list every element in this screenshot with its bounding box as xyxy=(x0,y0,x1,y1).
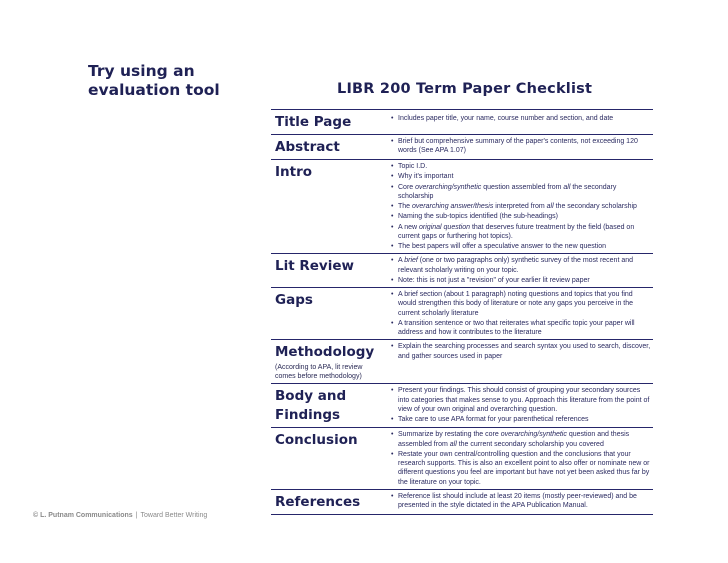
requirements-cell xyxy=(387,489,653,514)
requirement-item xyxy=(391,212,651,221)
requirement-item xyxy=(391,290,651,318)
footer-org: © L. Putnam Communications xyxy=(33,512,133,519)
bullet-icon: • xyxy=(391,203,394,210)
section-name: Methodology xyxy=(275,344,375,361)
section-cell xyxy=(271,288,387,340)
requirement-text: Topic I.D. xyxy=(398,163,428,170)
requirement-text: Naming the sub-topics identified (the sub-headings) xyxy=(398,213,558,221)
section-name: Body and Findings xyxy=(275,388,347,424)
requirement-item xyxy=(391,415,651,424)
requirement-emphasis: brief xyxy=(404,257,418,265)
slide-heading xyxy=(88,62,220,100)
requirement-item xyxy=(391,162,651,171)
requirements-cell xyxy=(387,384,653,428)
requirement-text: A transition sentence or two that reiterates what specific topic your paper will address and how it contributes to the literature xyxy=(398,319,635,336)
requirement-text: Core xyxy=(398,183,416,191)
requirement-item xyxy=(391,137,651,156)
bullet-icon: • xyxy=(391,163,394,170)
section-name: Lit Review xyxy=(275,258,354,275)
requirements-list xyxy=(391,290,651,337)
requirement-text: Present your findings. This should consist of grouping your secondary sources into categories that makes sense to you. Approach this literature from the point of view of your own original and overarching question. xyxy=(398,387,650,413)
bullet-icon: • xyxy=(391,387,394,395)
bullet-icon: • xyxy=(391,115,394,122)
requirement-item xyxy=(391,183,651,202)
requirement-text: that deserves future treatment by the field (based on current gaps or furthering hot topics). xyxy=(398,223,635,240)
footer-separator: | xyxy=(135,512,138,519)
checklist-row xyxy=(271,288,653,340)
section-name: References xyxy=(275,493,361,510)
requirement-text: Take care to use APA format for your parenthetical references xyxy=(398,416,589,423)
requirements-cell xyxy=(387,254,653,288)
requirement-text: Why it's important xyxy=(398,173,454,181)
bullet-icon: • xyxy=(391,291,394,298)
section-name: Title Page xyxy=(275,114,352,130)
requirements-cell xyxy=(387,160,653,254)
bullet-icon: • xyxy=(391,257,394,265)
requirement-text: interpreted from xyxy=(493,203,547,210)
requirements-list xyxy=(391,114,651,123)
bullet-icon: • xyxy=(391,223,394,231)
requirement-text: question and thesis assembled from xyxy=(398,431,630,448)
bullet-icon: • xyxy=(391,243,394,250)
requirement-text: Includes paper title, your name, course number and section, and date xyxy=(398,115,614,122)
bullet-icon: • xyxy=(391,173,394,181)
requirement-text: A brief section (about 1 paragraph) noting questions and topics that you find would strengthen this body of literature or note any gaps you perceive in the current scholarly literature xyxy=(398,291,634,317)
footer-tagline: Toward Better Writing xyxy=(140,512,208,519)
requirement-emphasis: all xyxy=(546,203,554,210)
requirements-list xyxy=(391,162,651,251)
checklist-row xyxy=(271,384,653,428)
checklist-row xyxy=(271,340,653,384)
section-name: Conclusion xyxy=(275,432,358,449)
requirement-text: Note: this is not just a "revision" of your earlier lit review paper xyxy=(398,276,590,284)
section-name: Abstract xyxy=(275,139,340,155)
requirement-item xyxy=(391,319,651,338)
requirement-text: the secondary scholarship xyxy=(398,183,617,200)
requirement-item xyxy=(391,202,651,211)
section-name: Gaps xyxy=(275,292,313,308)
requirement-item xyxy=(391,242,651,251)
requirement-emphasis: all xyxy=(563,183,571,191)
requirements-cell xyxy=(387,135,653,160)
slide-heading-line-1: Try using an xyxy=(88,62,195,80)
requirement-text: question assembled from xyxy=(481,183,564,191)
requirement-text: the secondary scholarship xyxy=(553,203,637,210)
bullet-icon: • xyxy=(391,492,394,500)
footer-credit xyxy=(33,512,207,519)
slide-heading-line-2: evaluation tool xyxy=(88,81,220,99)
requirement-text: Brief but comprehensive summary of the paper's contents, not exceeding 120 words (See APA 1.07) xyxy=(398,138,638,155)
requirement-text: A new xyxy=(398,223,420,231)
requirement-item xyxy=(391,172,651,181)
requirement-emphasis: overarching answer/thesis xyxy=(412,203,494,210)
requirement-text: Summarize by restating the core xyxy=(398,431,501,439)
bullet-icon: • xyxy=(391,183,394,191)
checklist-row xyxy=(271,160,653,254)
checklist-row xyxy=(271,254,653,288)
requirements-list xyxy=(391,430,651,487)
requirements-list xyxy=(391,492,651,511)
section-cell xyxy=(271,428,387,490)
section-cell xyxy=(271,489,387,514)
checklist-row xyxy=(271,428,653,490)
section-cell xyxy=(271,340,387,384)
requirements-cell xyxy=(387,110,653,135)
requirement-item xyxy=(391,342,651,361)
requirements-cell xyxy=(387,428,653,490)
checklist-row xyxy=(271,110,653,135)
bullet-icon: • xyxy=(391,276,394,284)
requirements-list xyxy=(391,342,651,361)
requirement-item xyxy=(391,114,651,123)
requirement-text: (one or two paragraphs only) synthetic survey of the most recent and relevant scholarly writing on your topic. xyxy=(398,257,634,274)
bullet-icon: • xyxy=(391,450,394,458)
section-cell xyxy=(271,135,387,160)
checklist-title: LIBR 200 Term Paper Checklist xyxy=(337,81,593,97)
requirement-item xyxy=(391,256,651,275)
checklist-body xyxy=(271,110,653,515)
requirement-text: A xyxy=(398,257,405,265)
checklist-row xyxy=(271,489,653,514)
section-name: Intro xyxy=(275,164,313,180)
bullet-icon: • xyxy=(391,416,394,423)
bullet-icon: • xyxy=(391,431,394,439)
bullet-icon: • xyxy=(391,343,394,351)
section-cell xyxy=(271,110,387,135)
section-cell xyxy=(271,160,387,254)
section-cell xyxy=(271,384,387,428)
bullet-icon: • xyxy=(391,138,394,145)
requirement-text: The best papers will offer a speculative answer to the new question xyxy=(398,243,607,250)
requirement-text: Restate your own central/controlling question and the conclusions that your research supports. This is also an excellent point to also offer or nominate new or different questions you feel are important but have not yet been asked thus far by the literature on your topic. xyxy=(398,450,650,486)
section-cell xyxy=(271,254,387,288)
requirement-emphasis: original question xyxy=(419,223,470,231)
requirement-item xyxy=(391,386,651,414)
checklist-row xyxy=(271,135,653,160)
requirements-cell xyxy=(387,288,653,340)
bullet-icon: • xyxy=(391,319,394,327)
requirement-text: The xyxy=(398,203,413,210)
requirements-cell xyxy=(387,340,653,384)
requirement-text: Reference list should include at least 20 items (mostly peer-reviewed) and be presented in the style dictated in the APA Publication Manual. xyxy=(398,492,637,509)
requirements-list xyxy=(391,386,651,424)
requirement-item xyxy=(391,223,651,242)
checklist-table xyxy=(271,109,653,515)
requirement-item xyxy=(391,430,651,449)
requirement-text: the current secondary scholarship you covered xyxy=(456,440,604,448)
requirements-list xyxy=(391,137,651,156)
requirement-item xyxy=(391,450,651,487)
requirement-emphasis: overarching/synthetic xyxy=(415,183,482,191)
requirement-item xyxy=(391,276,651,285)
requirement-text: Explain the searching processes and search syntax you used to search, discover, and gather sources used in paper xyxy=(398,343,651,360)
requirement-item xyxy=(391,492,651,511)
requirements-list xyxy=(391,256,651,285)
section-note: (According to APA, lit review comes before methodology) xyxy=(275,364,363,381)
requirement-emphasis: overarching/synthetic xyxy=(500,431,567,439)
bullet-icon: • xyxy=(391,213,394,221)
requirement-emphasis: all xyxy=(449,440,457,448)
